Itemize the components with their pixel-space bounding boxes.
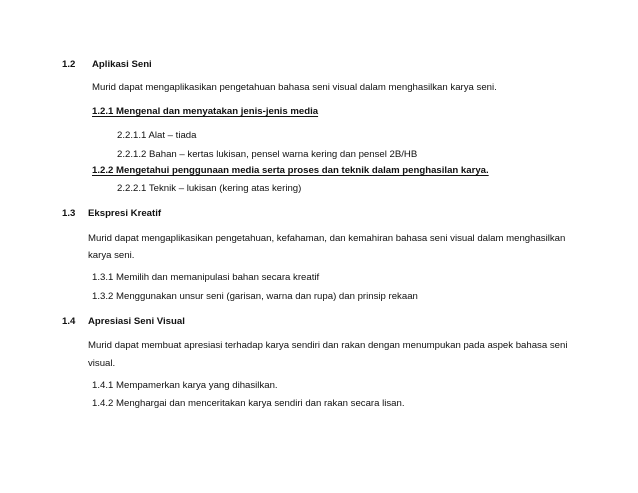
list-item: 1.4.1 Mempamerkan karya yang dihasilkan.: [92, 380, 278, 391]
list-item: 2.2.1.1 Alat – tiada: [117, 130, 197, 141]
section-title: Aplikasi Seni: [92, 59, 152, 70]
section-body-line: Murid dapat mengaplikasikan pengetahuan bahasa seni visual dalam menghasilkan karya seni.: [92, 82, 497, 93]
section-title: Apresiasi Seni Visual: [88, 316, 185, 327]
subsection-heading: 1.2.1 Mengenal dan menyatakan jenis-jenis media: [92, 106, 319, 117]
section-title: Ekspresi Kreatif: [88, 208, 162, 219]
section-body-line: visual.: [88, 358, 116, 369]
section-body-line: karya seni.: [88, 250, 135, 261]
section-number: 1.4: [62, 316, 76, 327]
section-number: 1.2: [62, 59, 76, 70]
list-item: 2.2.1.2 Bahan – kertas lukisan, pensel warna kering dan pensel 2B/HB: [117, 149, 418, 160]
list-item: 1.3.1 Memilih dan memanipulasi bahan secara kreatif: [92, 272, 320, 283]
subsection-heading: 1.2.2 Mengetahui penggunaan media serta proses dan teknik dalam penghasilan karya.: [92, 165, 489, 176]
section-number: 1.3: [62, 208, 76, 219]
list-item: 2.2.2.1 Teknik – lukisan (kering atas kering): [117, 183, 302, 194]
section-body-line: Murid dapat membuat apresiasi terhadap karya sendiri dan rakan dengan menumpukan pada aspek bahasa seni: [88, 340, 568, 351]
list-item: 1.4.2 Menghargai dan menceritakan karya sendiri dan rakan secara lisan.: [92, 398, 405, 409]
section-body-line: Murid dapat mengaplikasikan pengetahuan, kefahaman, dan kemahiran bahasa seni visual dalam menghasilkan: [88, 233, 566, 244]
list-item: 1.3.2 Menggunakan unsur seni (garisan, warna dan rupa) dan prinsip rekaan: [92, 291, 418, 302]
